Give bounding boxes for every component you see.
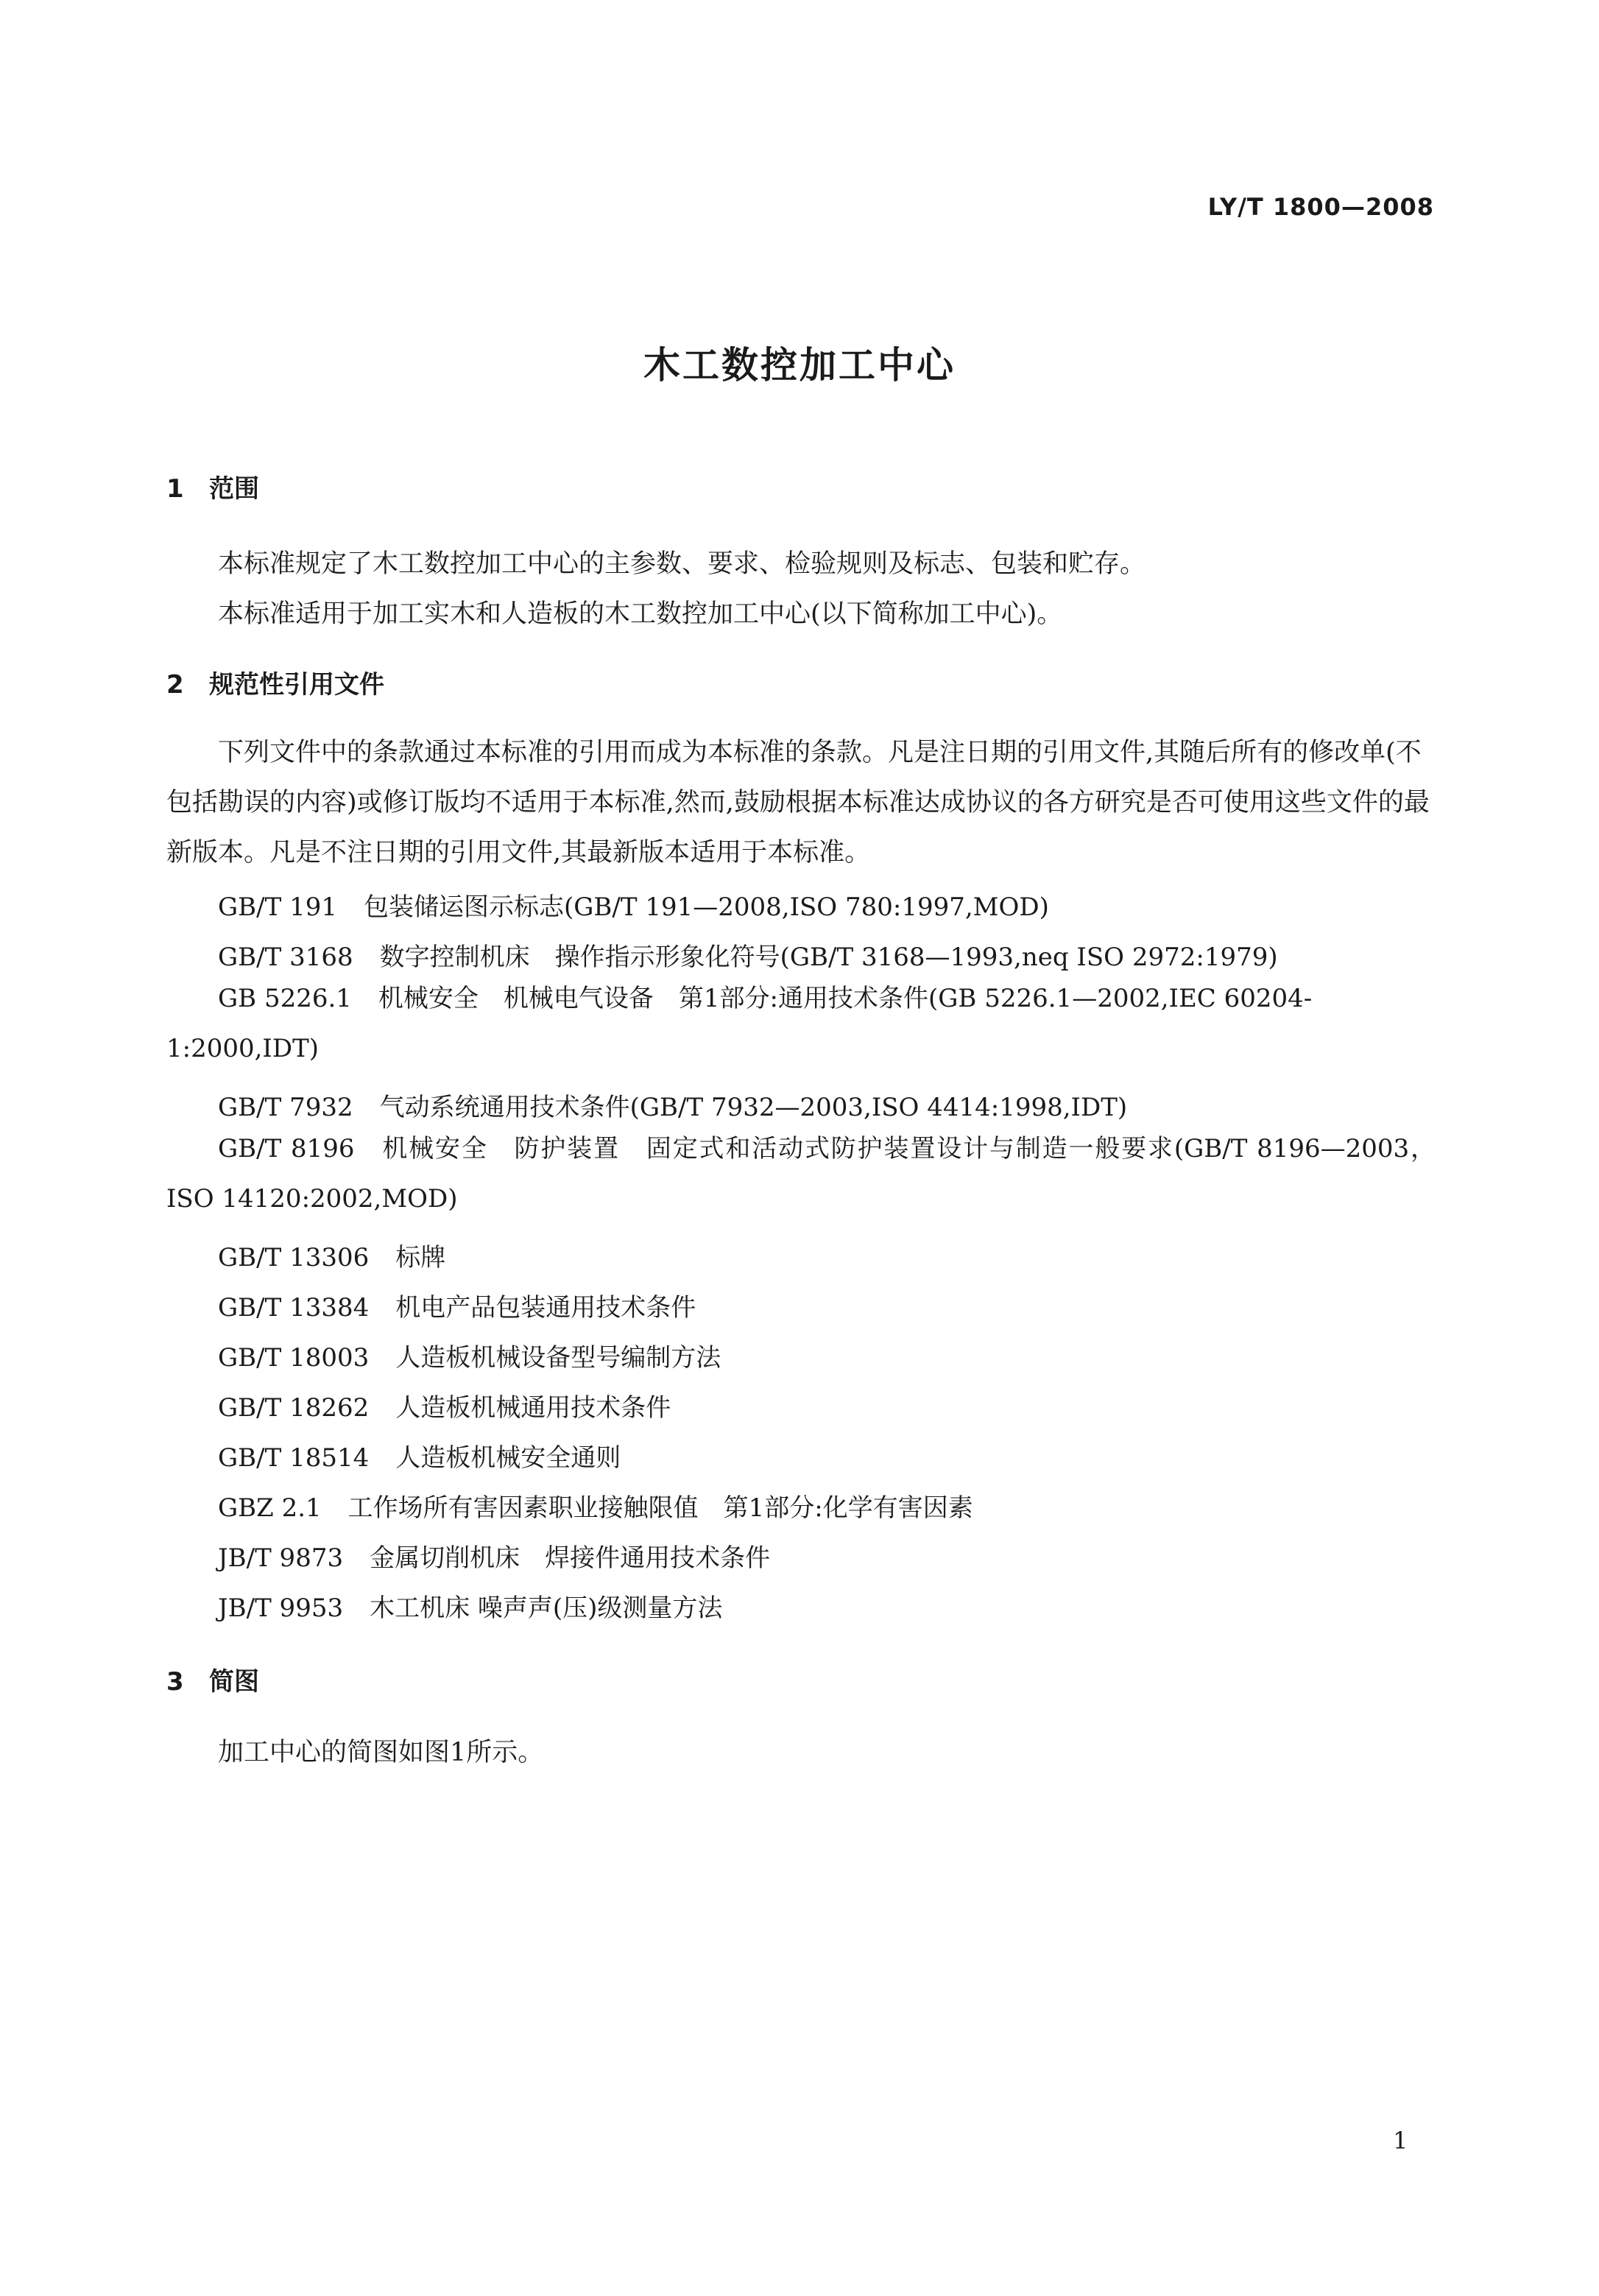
document-title: 木工数控加工中心	[643, 344, 956, 387]
reference-item	[218, 1237, 445, 1273]
reference-title: 金属切削机床 焊接件通用技术条件	[370, 1543, 771, 1573]
reference-item	[218, 1437, 621, 1473]
reference-item	[218, 1588, 722, 1624]
reference-title: 包装储运图示标志(GB/T 191—2008,ISO 780:1997,MOD)	[363, 892, 1049, 922]
reference-item	[218, 1487, 973, 1524]
reference-code: GB/T 7932	[218, 1093, 353, 1122]
reference-code: GB/T 18514	[218, 1443, 370, 1473]
reference-item	[218, 887, 1049, 923]
reference-code: GB/T 18262	[218, 1393, 370, 1423]
section-number: 3	[166, 1667, 184, 1697]
reference-item	[166, 1124, 1436, 1224]
reference-title: 机械安全 机械电气设备 第1部分:通用技术条件(GB 5226.1—2002,IEC 60204-1:2000,IDT)	[166, 984, 1313, 1063]
reference-title: 数字控制机床 操作指示形象化符号(GB/T 3168—1993,neq ISO 2972:1979)	[379, 943, 1278, 972]
reference-code: GB/T 18003	[218, 1343, 370, 1373]
references-intro-paragraph: 下列文件中的条款通过本标准的引用而成为本标准的条款。凡是注日期的引用文件,其随后所有的修改单(不包括勘误的内容)或修订版均不适用于本标准,然而,鼓励根据本标准达成协议的各方研究是否可使用这些文件的最新版本。凡是不注日期的引用文件,其最新版本适用于本标准。	[166, 738, 1430, 867]
reference-title: 气动系统通用技术条件(GB/T 7932—2003,ISO 4414:1998,IDT)	[379, 1093, 1128, 1122]
section-title: 规范性引用文件	[209, 670, 384, 700]
section-heading-normative-references	[166, 664, 384, 700]
reference-item	[218, 1337, 721, 1373]
page-number: 1	[1393, 2127, 1408, 2155]
sketch-paragraph: 加工中心的简图如图1所示。	[218, 1738, 544, 1767]
reference-code: GB 5226.1	[218, 984, 352, 1013]
reference-title: 机械安全 防护装置 固定式和活动式防护装置设计与制造一般要求(GB/T 8196—2003，ISO 14120:2002,MOD)	[166, 1134, 1436, 1214]
section-heading-scope	[166, 468, 259, 504]
section-number: 1	[166, 474, 184, 504]
section-title: 简图	[209, 1667, 259, 1697]
reference-title: 工作场所有害因素职业接触限值 第1部分:化学有害因素	[347, 1493, 973, 1523]
section-title: 范围	[209, 474, 259, 504]
reference-title: 人造板机械安全通则	[395, 1443, 621, 1473]
reference-item	[218, 937, 1278, 973]
section-heading-sketch	[166, 1661, 259, 1697]
scope-paragraph-2: 本标准适用于加工实木和人造板的木工数控加工中心(以下简称加工中心)。	[218, 599, 1063, 629]
reference-code: GB/T 13306	[218, 1243, 370, 1272]
reference-title: 人造板机械设备型号编制方法	[395, 1343, 721, 1373]
reference-item	[166, 973, 1436, 1074]
section-number: 2	[166, 670, 184, 700]
reference-code: GB/T 3168	[218, 943, 353, 972]
reference-item	[218, 1287, 696, 1323]
standard-code: LY/T 1800—2008	[1207, 193, 1434, 221]
reference-code: GB/T 191	[218, 892, 337, 922]
reference-code: JB/T 9953	[218, 1594, 344, 1623]
reference-title: 机电产品包装通用技术条件	[395, 1293, 696, 1323]
scope-paragraph-1: 本标准规定了木工数控加工中心的主参数、要求、检验规则及标志、包装和贮存。	[218, 549, 1146, 579]
reference-item	[218, 1087, 1127, 1123]
reference-title: 木工机床 噪声声(压)级测量方法	[370, 1594, 723, 1623]
reference-code: GB/T 13384	[218, 1293, 370, 1323]
reference-code: JB/T 9873	[218, 1543, 344, 1573]
reference-title: 标牌	[395, 1243, 446, 1272]
reference-code: GBZ 2.1	[218, 1493, 322, 1523]
reference-title: 人造板机械通用技术条件	[395, 1393, 671, 1423]
reference-code: GB/T 8196	[218, 1134, 355, 1163]
reference-item	[218, 1538, 770, 1574]
reference-item	[218, 1387, 671, 1423]
